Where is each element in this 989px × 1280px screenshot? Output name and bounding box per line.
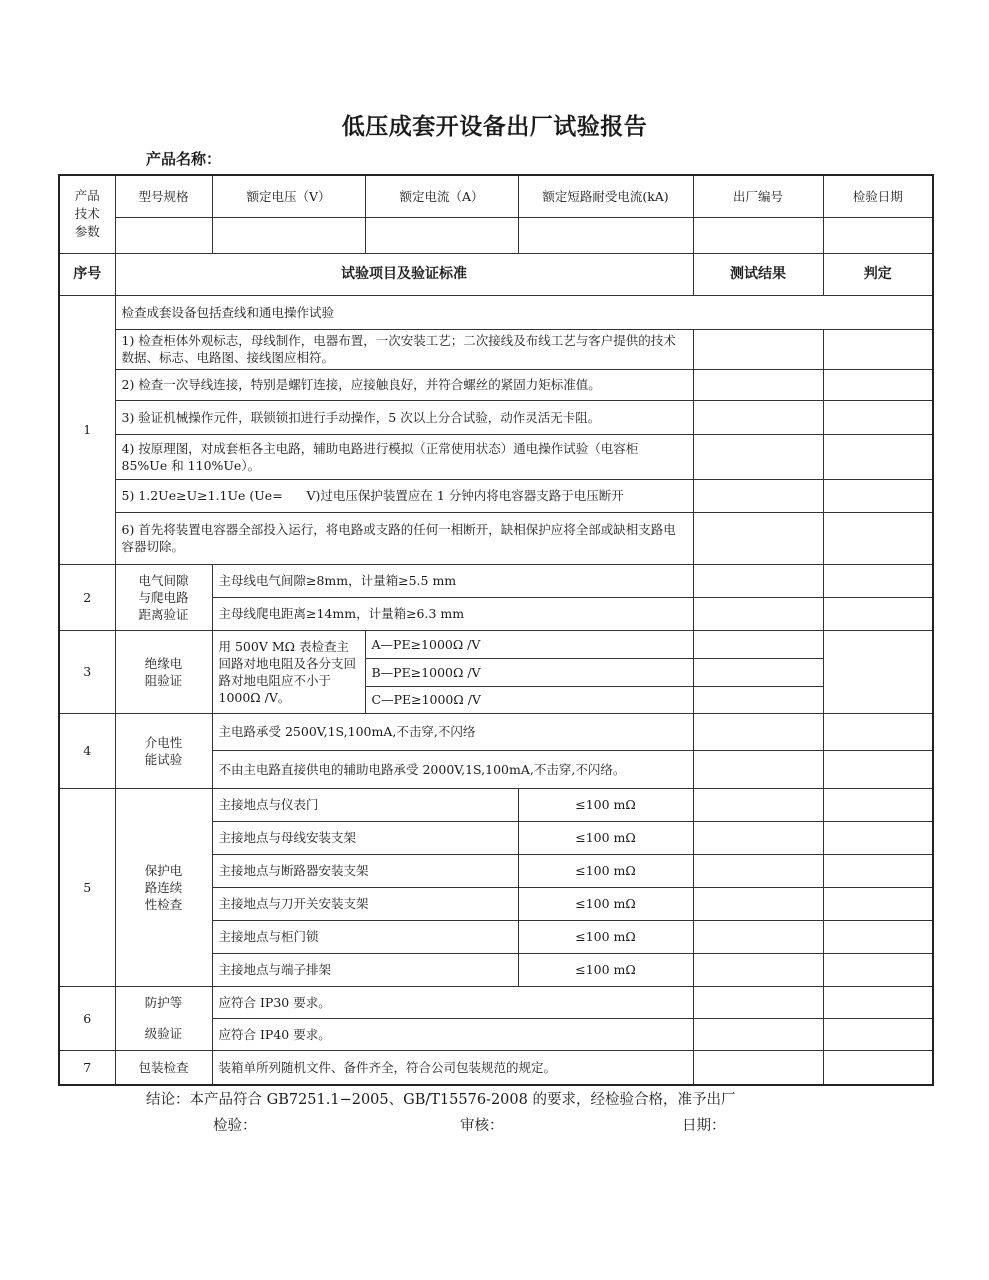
value-inspection-date[interactable] xyxy=(823,217,933,253)
section7-label: 包装检查 xyxy=(115,1050,212,1085)
result-cell[interactable] xyxy=(693,630,823,658)
section1-item-3: 3) 验证机械操作元件，联锁锁扣进行手动操作，5 次以上分合试验，动作灵活无卡阻。 xyxy=(115,400,693,434)
result-cell[interactable] xyxy=(693,986,823,1018)
verdict-cell[interactable] xyxy=(823,821,933,854)
verdict-cell[interactable] xyxy=(823,512,933,564)
section3-phase-a: A—PE≥1000Ω /V xyxy=(365,630,693,658)
section4-item-2: 不由主电路直接供电的辅助电路承受 2000V,1S,100mA,不击穿,不闪络。 xyxy=(212,750,693,788)
header-rated-current: 额定电流（A） xyxy=(365,175,518,217)
section1-item-4: 4) 按原理图，对成套柜各主电路，辅助电路进行模拟（正常使用状态）通电操作试验（电容柜 85%Ue 和 110%Ue）。 xyxy=(115,434,693,479)
result-cell[interactable] xyxy=(693,1050,823,1085)
seq-3: 3 xyxy=(59,630,115,713)
result-cell[interactable] xyxy=(693,400,823,434)
section3-desc: 用 500V MΩ 表检查主回路对地电阻及各分支回路对地电阻应不小于 1000Ω /V。 xyxy=(212,630,365,713)
section1-item-2: 2) 检查一次导线连接，特别是螺钉连接，应接触良好，并符合螺丝的紧固力矩标准值。 xyxy=(115,369,693,400)
result-cell[interactable] xyxy=(693,920,823,953)
params-row-label: 产品 技术 参数 xyxy=(59,175,115,253)
verdict-cell[interactable] xyxy=(823,713,933,750)
section5-std: ≤100 mΩ xyxy=(518,854,693,887)
section3-phase-c: C—PE≥1000Ω /V xyxy=(365,686,693,713)
result-cell[interactable] xyxy=(693,887,823,920)
conclusion-text: 结论：本产品符合 GB7251.1−2005、GB/T15576-2008 的要求，经检验合格，准予出厂 xyxy=(146,1092,736,1108)
verdict-cell[interactable] xyxy=(823,750,933,788)
section7-item: 装箱单所列随机文件、备件齐全，符合公司包装规范的规定。 xyxy=(212,1050,693,1085)
section3-phase-b: B—PE≥1000Ω /V xyxy=(365,658,693,686)
inspector-label: 检验： xyxy=(213,1118,257,1134)
verdict-cell[interactable] xyxy=(823,1018,933,1050)
section5-std: ≤100 mΩ xyxy=(518,821,693,854)
column-result: 测试结果 xyxy=(693,253,823,295)
verdict-cell[interactable] xyxy=(823,854,933,887)
value-serial-no[interactable] xyxy=(693,217,823,253)
header-short-circuit: 额定短路耐受电流(kA) xyxy=(518,175,693,217)
result-cell[interactable] xyxy=(693,1018,823,1050)
value-model[interactable] xyxy=(115,217,212,253)
value-rated-current[interactable] xyxy=(365,217,518,253)
result-cell[interactable] xyxy=(693,564,823,597)
section5-std: ≤100 mΩ xyxy=(518,788,693,821)
seq-7: 7 xyxy=(59,1050,115,1085)
result-cell[interactable] xyxy=(693,854,823,887)
section1-item-6: 6) 首先将装置电容器全部投入运行，将电路或支路的任何一相断开，缺相保护应将全部或缺相支路电容器切除。 xyxy=(115,512,693,564)
section6-item-2: 应符合 IP40 要求。 xyxy=(212,1018,693,1050)
seq-1: 1 xyxy=(59,295,115,564)
column-seq: 序号 xyxy=(59,253,115,295)
section2-item-2: 主母线爬电距离≥14mm，计量箱≥6.3 mm xyxy=(212,597,693,630)
section5-std: ≤100 mΩ xyxy=(518,953,693,986)
section5-std: ≤100 mΩ xyxy=(518,920,693,953)
result-cell[interactable] xyxy=(693,479,823,512)
verdict-cell[interactable] xyxy=(823,788,933,821)
result-cell[interactable] xyxy=(693,686,823,713)
value-rated-voltage[interactable] xyxy=(212,217,365,253)
verdict-cell[interactable] xyxy=(823,434,933,479)
section5-item: 主接地点与柜门锁 xyxy=(212,920,518,953)
result-cell[interactable] xyxy=(693,512,823,564)
seq-2: 2 xyxy=(59,564,115,630)
section5-item: 主接地点与断路器安装支架 xyxy=(212,854,518,887)
verdict-cell[interactable] xyxy=(823,953,933,986)
section6-label-top: 防护等 xyxy=(115,986,212,1018)
report-title: 低压成套开设备出厂试验报告 xyxy=(341,114,648,140)
result-cell[interactable] xyxy=(693,750,823,788)
section2-item-1: 主母线电气间隙≥8mm，计量箱≥5.5 mm xyxy=(212,564,693,597)
section1-intro: 检查成套设备包括查线和通电操作试验 xyxy=(115,295,933,329)
section5-item: 主接地点与仪表门 xyxy=(212,788,518,821)
verdict-cell[interactable] xyxy=(823,1050,933,1085)
section5-std: ≤100 mΩ xyxy=(518,887,693,920)
result-cell[interactable] xyxy=(693,329,823,369)
section3-label: 绝缘电 阻验证 xyxy=(115,630,212,713)
header-serial-no: 出厂编号 xyxy=(693,175,823,217)
verdict-cell[interactable] xyxy=(823,479,933,512)
header-inspection-date: 检验日期 xyxy=(823,175,933,217)
verdict-cell[interactable] xyxy=(823,630,933,713)
section5-item: 主接地点与端子排架 xyxy=(212,953,518,986)
verdict-cell[interactable] xyxy=(823,564,933,597)
result-cell[interactable] xyxy=(693,953,823,986)
result-cell[interactable] xyxy=(693,821,823,854)
test-report-table xyxy=(58,174,934,1086)
section2-label: 电气间隙 与爬电路 距离验证 xyxy=(115,564,212,630)
seq-4: 4 xyxy=(59,713,115,788)
column-item: 试验项目及验证标准 xyxy=(115,253,693,295)
value-short-circuit[interactable] xyxy=(518,217,693,253)
result-cell[interactable] xyxy=(693,658,823,686)
date-label: 日期： xyxy=(682,1118,726,1134)
column-verdict: 判定 xyxy=(823,253,933,295)
result-cell[interactable] xyxy=(693,713,823,750)
verdict-cell[interactable] xyxy=(823,986,933,1018)
section5-label: 保护电 路连续 性检查 xyxy=(115,788,212,986)
seq-5: 5 xyxy=(59,788,115,986)
section6-item-1: 应符合 IP30 要求。 xyxy=(212,986,693,1018)
header-rated-voltage: 额定电压（V） xyxy=(212,175,365,217)
verdict-cell[interactable] xyxy=(823,887,933,920)
section4-item-1: 主电路承受 2500V,1S,100mA,不击穿,不闪络 xyxy=(212,713,693,750)
reviewer-label: 审核： xyxy=(460,1118,504,1134)
section5-item: 主接地点与刀开关安装支架 xyxy=(212,887,518,920)
result-cell[interactable] xyxy=(693,788,823,821)
header-model: 型号规格 xyxy=(115,175,212,217)
seq-6: 6 xyxy=(59,986,115,1050)
verdict-cell[interactable] xyxy=(823,329,933,369)
verdict-cell[interactable] xyxy=(823,369,933,400)
section1-item-1: 1) 检查柜体外观标志，母线制作，电器布置，一次安装工艺；二次接线及布线工艺与客户提供的技术数据、标志、电路图、接线图应相符。 xyxy=(115,329,693,369)
product-name-label: 产品名称： xyxy=(146,150,222,168)
verdict-cell[interactable] xyxy=(823,400,933,434)
result-cell[interactable] xyxy=(693,434,823,479)
result-cell[interactable] xyxy=(693,369,823,400)
section5-item: 主接地点与母线安装支架 xyxy=(212,821,518,854)
verdict-cell[interactable] xyxy=(823,597,933,630)
verdict-cell[interactable] xyxy=(823,920,933,953)
section4-label: 介电性 能试验 xyxy=(115,713,212,788)
section6-label-bottom: 级验证 xyxy=(115,1018,212,1050)
result-cell[interactable] xyxy=(693,597,823,630)
section1-item-5: 5) 1.2Ue≥U≥1.1Ue (Ue= V)过电压保护装置应在 1 分钟内将电容器支路于电压断开 xyxy=(115,479,693,512)
